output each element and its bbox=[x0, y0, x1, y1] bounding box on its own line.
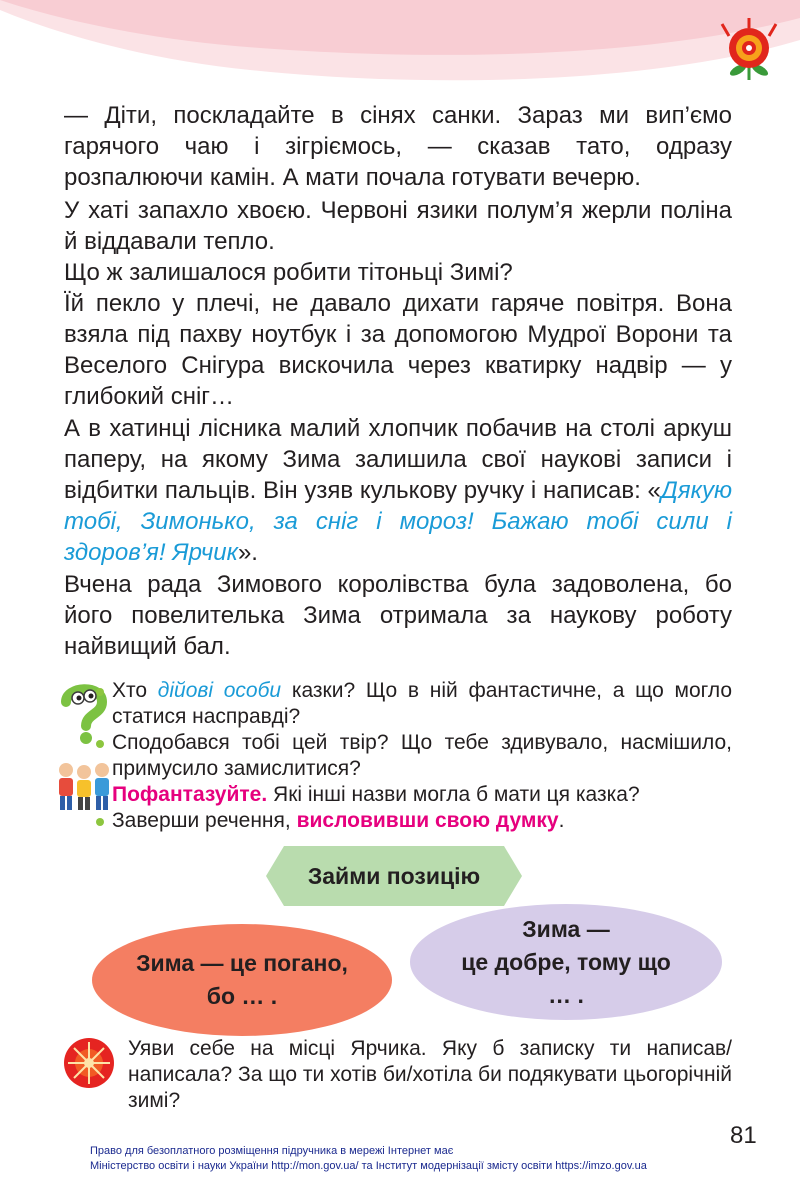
task-question-3 bbox=[112, 782, 732, 808]
paragraph-2: У хаті запахло хвоєю. Червоні язики полум’я жерли поліна й віддавали тепло. bbox=[64, 197, 732, 255]
bullet-icon bbox=[96, 740, 104, 748]
task-1-start: Хто bbox=[112, 679, 158, 702]
task-3-highlight: Пофантазуйте. bbox=[112, 783, 268, 806]
task-4-end: . bbox=[558, 809, 565, 832]
task-2-text: Сподобався тобі цей твір? Що тебе здивувало, насмішило, примусило замислитися? bbox=[112, 731, 732, 780]
task-1-highlight: дійові особи bbox=[157, 679, 282, 702]
footer-line-2: Міністерство освіти і науки України http://mon.gov.ua/ та Інститут модернізації змісту освіти https://imzo.gov.ua bbox=[90, 1160, 647, 1172]
task-question-4 bbox=[112, 808, 732, 834]
bullet-icon bbox=[96, 818, 104, 826]
task-1-end: казки? Що в ній фантастичне, а що могло статися насправді? bbox=[112, 679, 732, 728]
opinion-good-line-1: Зима — bbox=[522, 915, 610, 942]
position-tag bbox=[266, 846, 522, 906]
task-4-highlight: висловивши свою думку bbox=[296, 809, 559, 832]
paragraph-5-start: А в хатинці лісника малий хлопчик побачив на столі аркуш паперу, на якому Зима залишила свої наукові записи і відбитки пальців. Він узяв кулькову ручку і написав: « bbox=[64, 415, 732, 504]
opinion-bad-line-1: Зима — це погано, bbox=[136, 950, 348, 976]
kids-icon bbox=[52, 760, 116, 812]
note-quote: Дякую тобі, Зимонько, за сніг і мороз! Бажаю тобі сили і здоров’я! Ярчик bbox=[64, 477, 732, 566]
paragraph-5 bbox=[64, 413, 732, 568]
task-question-2 bbox=[112, 730, 732, 782]
footer-copyright bbox=[90, 1144, 647, 1174]
task-list bbox=[112, 678, 732, 834]
paragraph-5-end: ». bbox=[237, 539, 258, 566]
sun-icon bbox=[62, 1036, 116, 1090]
bullet-icon bbox=[96, 688, 104, 696]
flower-ornament-icon bbox=[714, 18, 784, 88]
opinion-bad-line-2: бо … . bbox=[206, 983, 278, 1009]
paragraph-6: Вчена рада Зимового королівства була задоволена, бо його повелителька Зима отримала за наукову роботу найвищий бал. bbox=[64, 571, 732, 660]
paragraph-3: Що ж залишалося робити тітоньці Зимі? bbox=[64, 259, 513, 286]
page-number: 81 bbox=[730, 1122, 757, 1149]
task-4-start: Заверши речення, bbox=[112, 809, 297, 832]
paragraph-1: — Діти, поскладайте в сінях санки. Зараз ми вип’ємо гарячого чаю і зігріємось, — сказав тато, одразу розпалюючи камін. А мати почала готувати вечерю. bbox=[64, 102, 732, 191]
paragraph-4: Їй пекло у плечі, не давало дихати гаряче повітря. Вона взяла під пахву ноутбук і за допомогою Мудрої Ворони та Веселого Снігура вискочила через кватирку надвір — у глибокий сніг… bbox=[64, 290, 732, 410]
header-wave bbox=[0, 0, 800, 110]
opinion-good-line-2: це добре, тому що bbox=[461, 948, 671, 975]
footer-line-1: Право для безоплатного розміщення підручника в мережі Інтернет має bbox=[90, 1145, 454, 1157]
position-title: Займи позицію bbox=[307, 862, 481, 889]
opinion-good-line-3: … . bbox=[548, 981, 584, 1008]
task-3-text: Які інші назви могла б мати ця казка? bbox=[267, 783, 640, 806]
opinion-bad-oval bbox=[92, 924, 392, 1036]
opinion-good-oval bbox=[410, 904, 722, 1020]
final-task: Уяви себе на місці Ярчика. Яку б записку ти написав/написала? За що ти хотів би/хотіла би подякувати цьогорічній зимі? bbox=[128, 1037, 732, 1112]
task-question-1 bbox=[112, 678, 732, 730]
